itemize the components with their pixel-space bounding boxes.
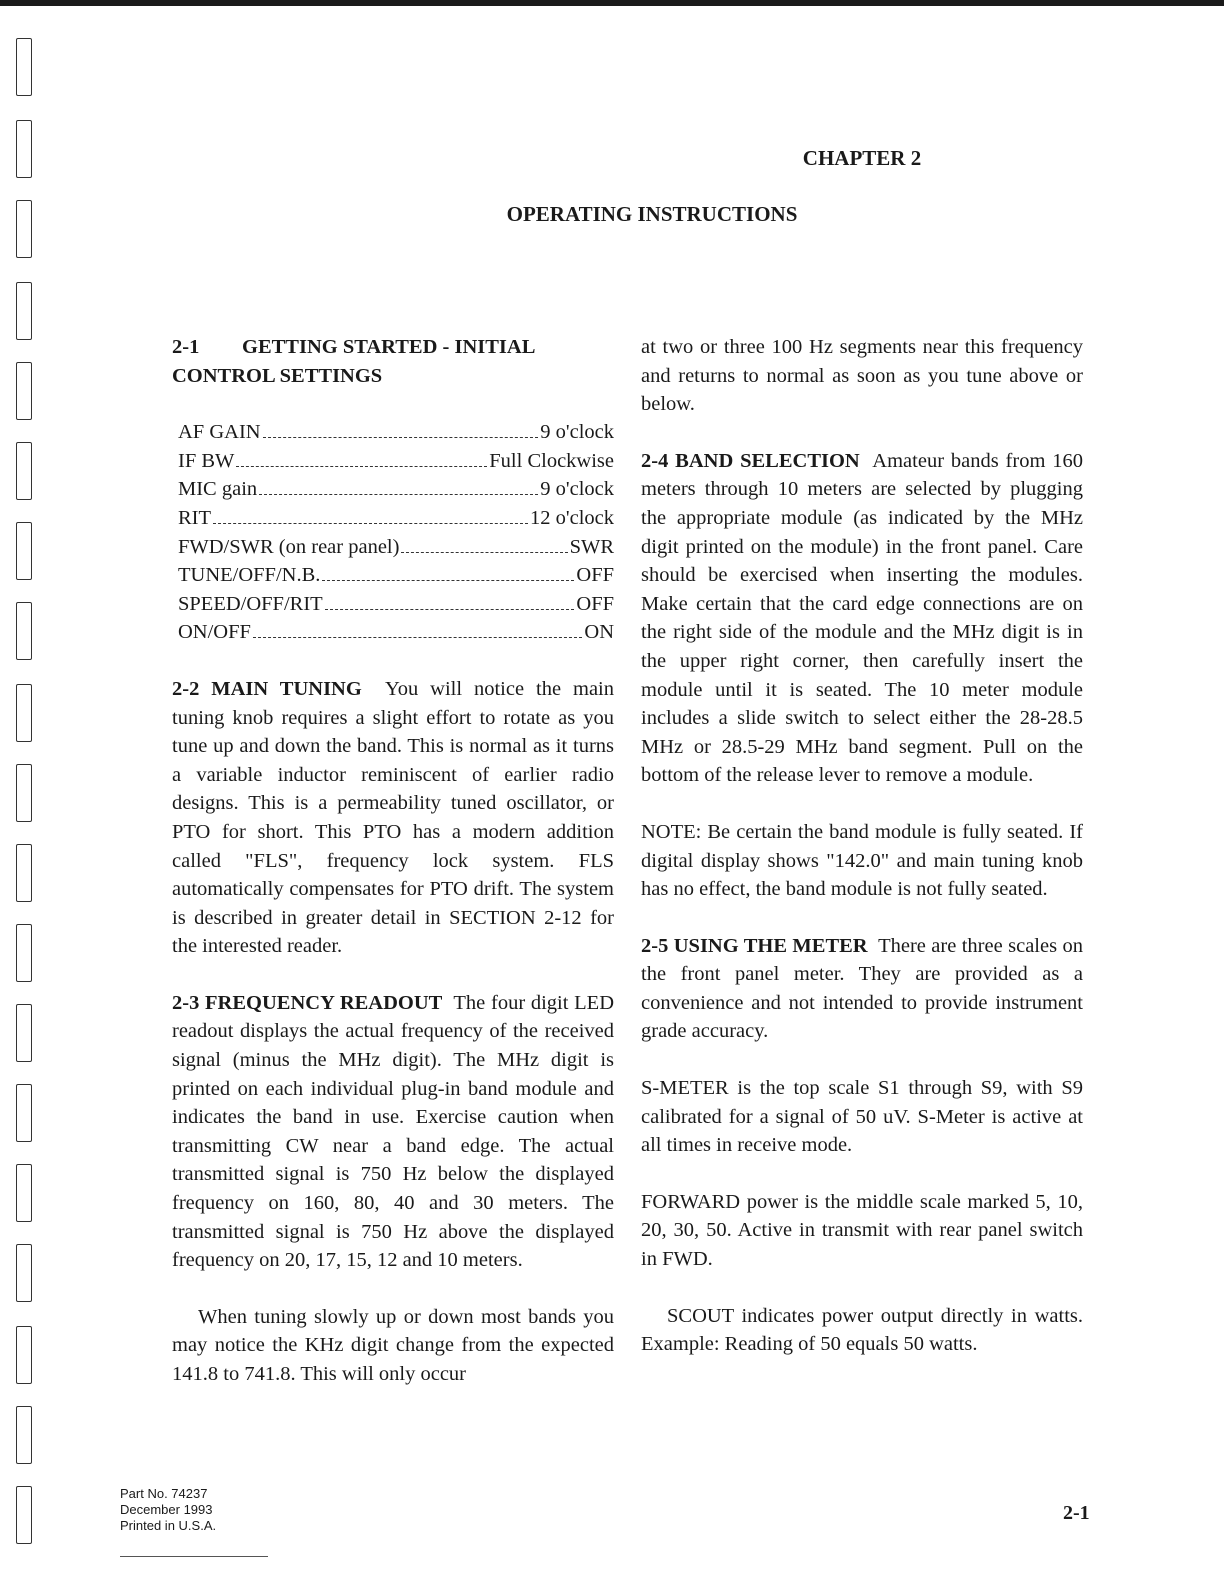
- s-meter-body: is the top scale S1 through S9, with S9 calibrated for a signal of 50 uV. S-Meter is active at all times in receive mode.: [641, 1077, 1084, 1157]
- forward-paragraph: [641, 1188, 1083, 1274]
- tuning-paragraph: When tuning slowly up or down most bands you may notice the KHz digit change from the expected 141.8 to 741.8. This will only occur: [172, 1305, 614, 1385]
- setting-control: IF BW: [178, 449, 235, 472]
- punch-hole: [16, 844, 32, 902]
- section-number: 2-1: [172, 336, 200, 358]
- section-2-5: [641, 932, 1083, 1046]
- right-column: [641, 333, 1083, 1387]
- section-body: There are three scales on the front panel meter. They are provided as a convenience and not intended to provide instrument grade accuracy.: [641, 934, 1083, 1043]
- punch-hole: [16, 282, 32, 340]
- setting-row: [178, 447, 614, 476]
- punch-hole: [16, 522, 32, 580]
- binder-punch-holes: [16, 0, 42, 1584]
- note-paragraph: NOTE: Be certain the band module is fully seated. If digital display shows "142.0" and main tuning knob has no effect, the band module is not fully seated.: [641, 820, 1083, 901]
- footer-rule: [120, 1556, 268, 1557]
- setting-row: [178, 590, 614, 619]
- setting-value: SWR: [569, 535, 614, 558]
- section-heading: 2-3 FREQUENCY READOUT: [172, 991, 443, 1014]
- section-heading: 2-2 MAIN TUNING: [172, 677, 362, 700]
- footer-block: [120, 1486, 216, 1534]
- setting-row: [178, 475, 614, 504]
- setting-row: [178, 618, 614, 647]
- scout-paragraph: SCOUT indicates power output directly in watts. Example: Reading of 50 equals 50 watts.: [641, 1304, 1083, 1356]
- control-settings-list: [178, 418, 614, 647]
- setting-control: MIC gain: [178, 478, 258, 501]
- section-2-4: [641, 447, 1083, 790]
- continuation-paragraph: at two or three 100 Hz segments near this frequency and returns to normal as soon as you tune above or below.: [641, 336, 1083, 416]
- punch-hole: [16, 1084, 32, 1142]
- section-2-1-title: [172, 333, 614, 390]
- setting-control: FWD/SWR (on rear panel): [178, 535, 400, 558]
- section-body: You will notice the main tuning knob requires a slight effort to rotate as you tune up and down the band. This is normal as it turns a variable inductor reminiscent of earlier radio designs. This is a permeability tuned oscillator, or PTO for short. This PTO has a modern addition called "FLS", frequency lock system. FLS automatically compensates for PTO drift. The system is described in greater detail in SECTION 2-12 for the interested reader.: [172, 677, 614, 958]
- section-body: The four digit LED readout displays the actual frequency of the received signal (minus the MHz digit). The MHz digit is printed on each individual plug-in band module and indicates the band in use. Exercise caution when transmitting CW near a band edge. The actual transmitted signal is 750 Hz below the displayed frequency on 160, 80, 40 and 30 meters. The transmitted signal is 750 Hz above the displayed frequency on 20, 17, 15, 12 and 10 meters.: [172, 991, 614, 1272]
- section-heading: 2-4 BAND SELECTION: [641, 449, 860, 472]
- top-border-rule: [0, 0, 1224, 6]
- punch-hole: [16, 1326, 32, 1384]
- page-number: 2-1: [1063, 1502, 1090, 1524]
- punch-hole: [16, 764, 32, 822]
- punch-hole: [16, 120, 32, 178]
- setting-value: Full Clockwise: [489, 449, 614, 472]
- setting-control: AF GAIN: [178, 421, 261, 444]
- section-2-2: [172, 675, 614, 961]
- setting-control: RIT: [178, 506, 212, 529]
- setting-control: SPEED/OFF/RIT: [178, 592, 323, 615]
- punch-hole: [16, 1244, 32, 1302]
- punch-hole: [16, 1004, 32, 1062]
- chapter-heading: CHAPTER 2: [802, 146, 922, 170]
- punch-hole: [16, 442, 32, 500]
- s-meter-term: S-METER: [641, 1077, 729, 1100]
- section-body: Amateur bands from 160 meters through 10 meters are selected by plugging the appropriate module (as indicated by the MHz digit printed on the module) in the front panel. Care should be exercised when inserting the modules. Make certain that the card edge connections are on the right side of the module and the MHz digit is in the upper right corner, then carefully insert the module until it is seated. The 10 meter module includes a slide switch to select either the 28-28.5 MHz or 28.5-29 MHz band segment. Pull on the bottom of the release lever to remove a module.: [641, 449, 1083, 787]
- page-title: OPERATING INSTRUCTIONS: [506, 202, 798, 226]
- s-meter-paragraph: [641, 1074, 1083, 1160]
- setting-value: OFF: [576, 564, 614, 587]
- setting-value: 9 o'clock: [540, 478, 614, 501]
- setting-value: OFF: [576, 592, 614, 615]
- setting-row: [178, 533, 614, 562]
- punch-hole: [16, 1486, 32, 1544]
- setting-value: 9 o'clock: [540, 421, 614, 444]
- punch-hole: [16, 38, 32, 96]
- punch-hole: [16, 684, 32, 742]
- setting-control: ON/OFF: [178, 621, 251, 644]
- punch-hole: [16, 362, 32, 420]
- punch-hole: [16, 200, 32, 258]
- part-number: Part No. 74237: [120, 1486, 208, 1501]
- setting-control: TUNE/OFF/N.B.: [178, 564, 321, 587]
- printed-location: Printed in U.S.A.: [120, 1518, 217, 1533]
- setting-value: ON: [584, 621, 614, 644]
- punch-hole: [16, 1406, 32, 1464]
- left-column: [172, 333, 614, 1417]
- punch-hole: [16, 924, 32, 982]
- setting-row: [178, 561, 614, 590]
- punch-hole: [16, 602, 32, 660]
- print-date: December 1993: [120, 1502, 213, 1517]
- forward-body: power is the middle scale marked 5, 10, 20, 30, 50. Active in transmit with rear panel switch in FWD.: [641, 1190, 1084, 1271]
- section-title-text: GETTING STARTED - INITIAL CONTROL SETTINGS: [172, 336, 535, 387]
- section-heading: 2-5 USING THE METER: [641, 934, 868, 957]
- setting-value: 12 o'clock: [530, 506, 614, 529]
- forward-term: FORWARD: [641, 1190, 741, 1213]
- setting-row: [178, 504, 614, 533]
- section-2-3: [172, 989, 614, 1275]
- setting-row: [178, 418, 614, 447]
- punch-hole: [16, 1164, 32, 1222]
